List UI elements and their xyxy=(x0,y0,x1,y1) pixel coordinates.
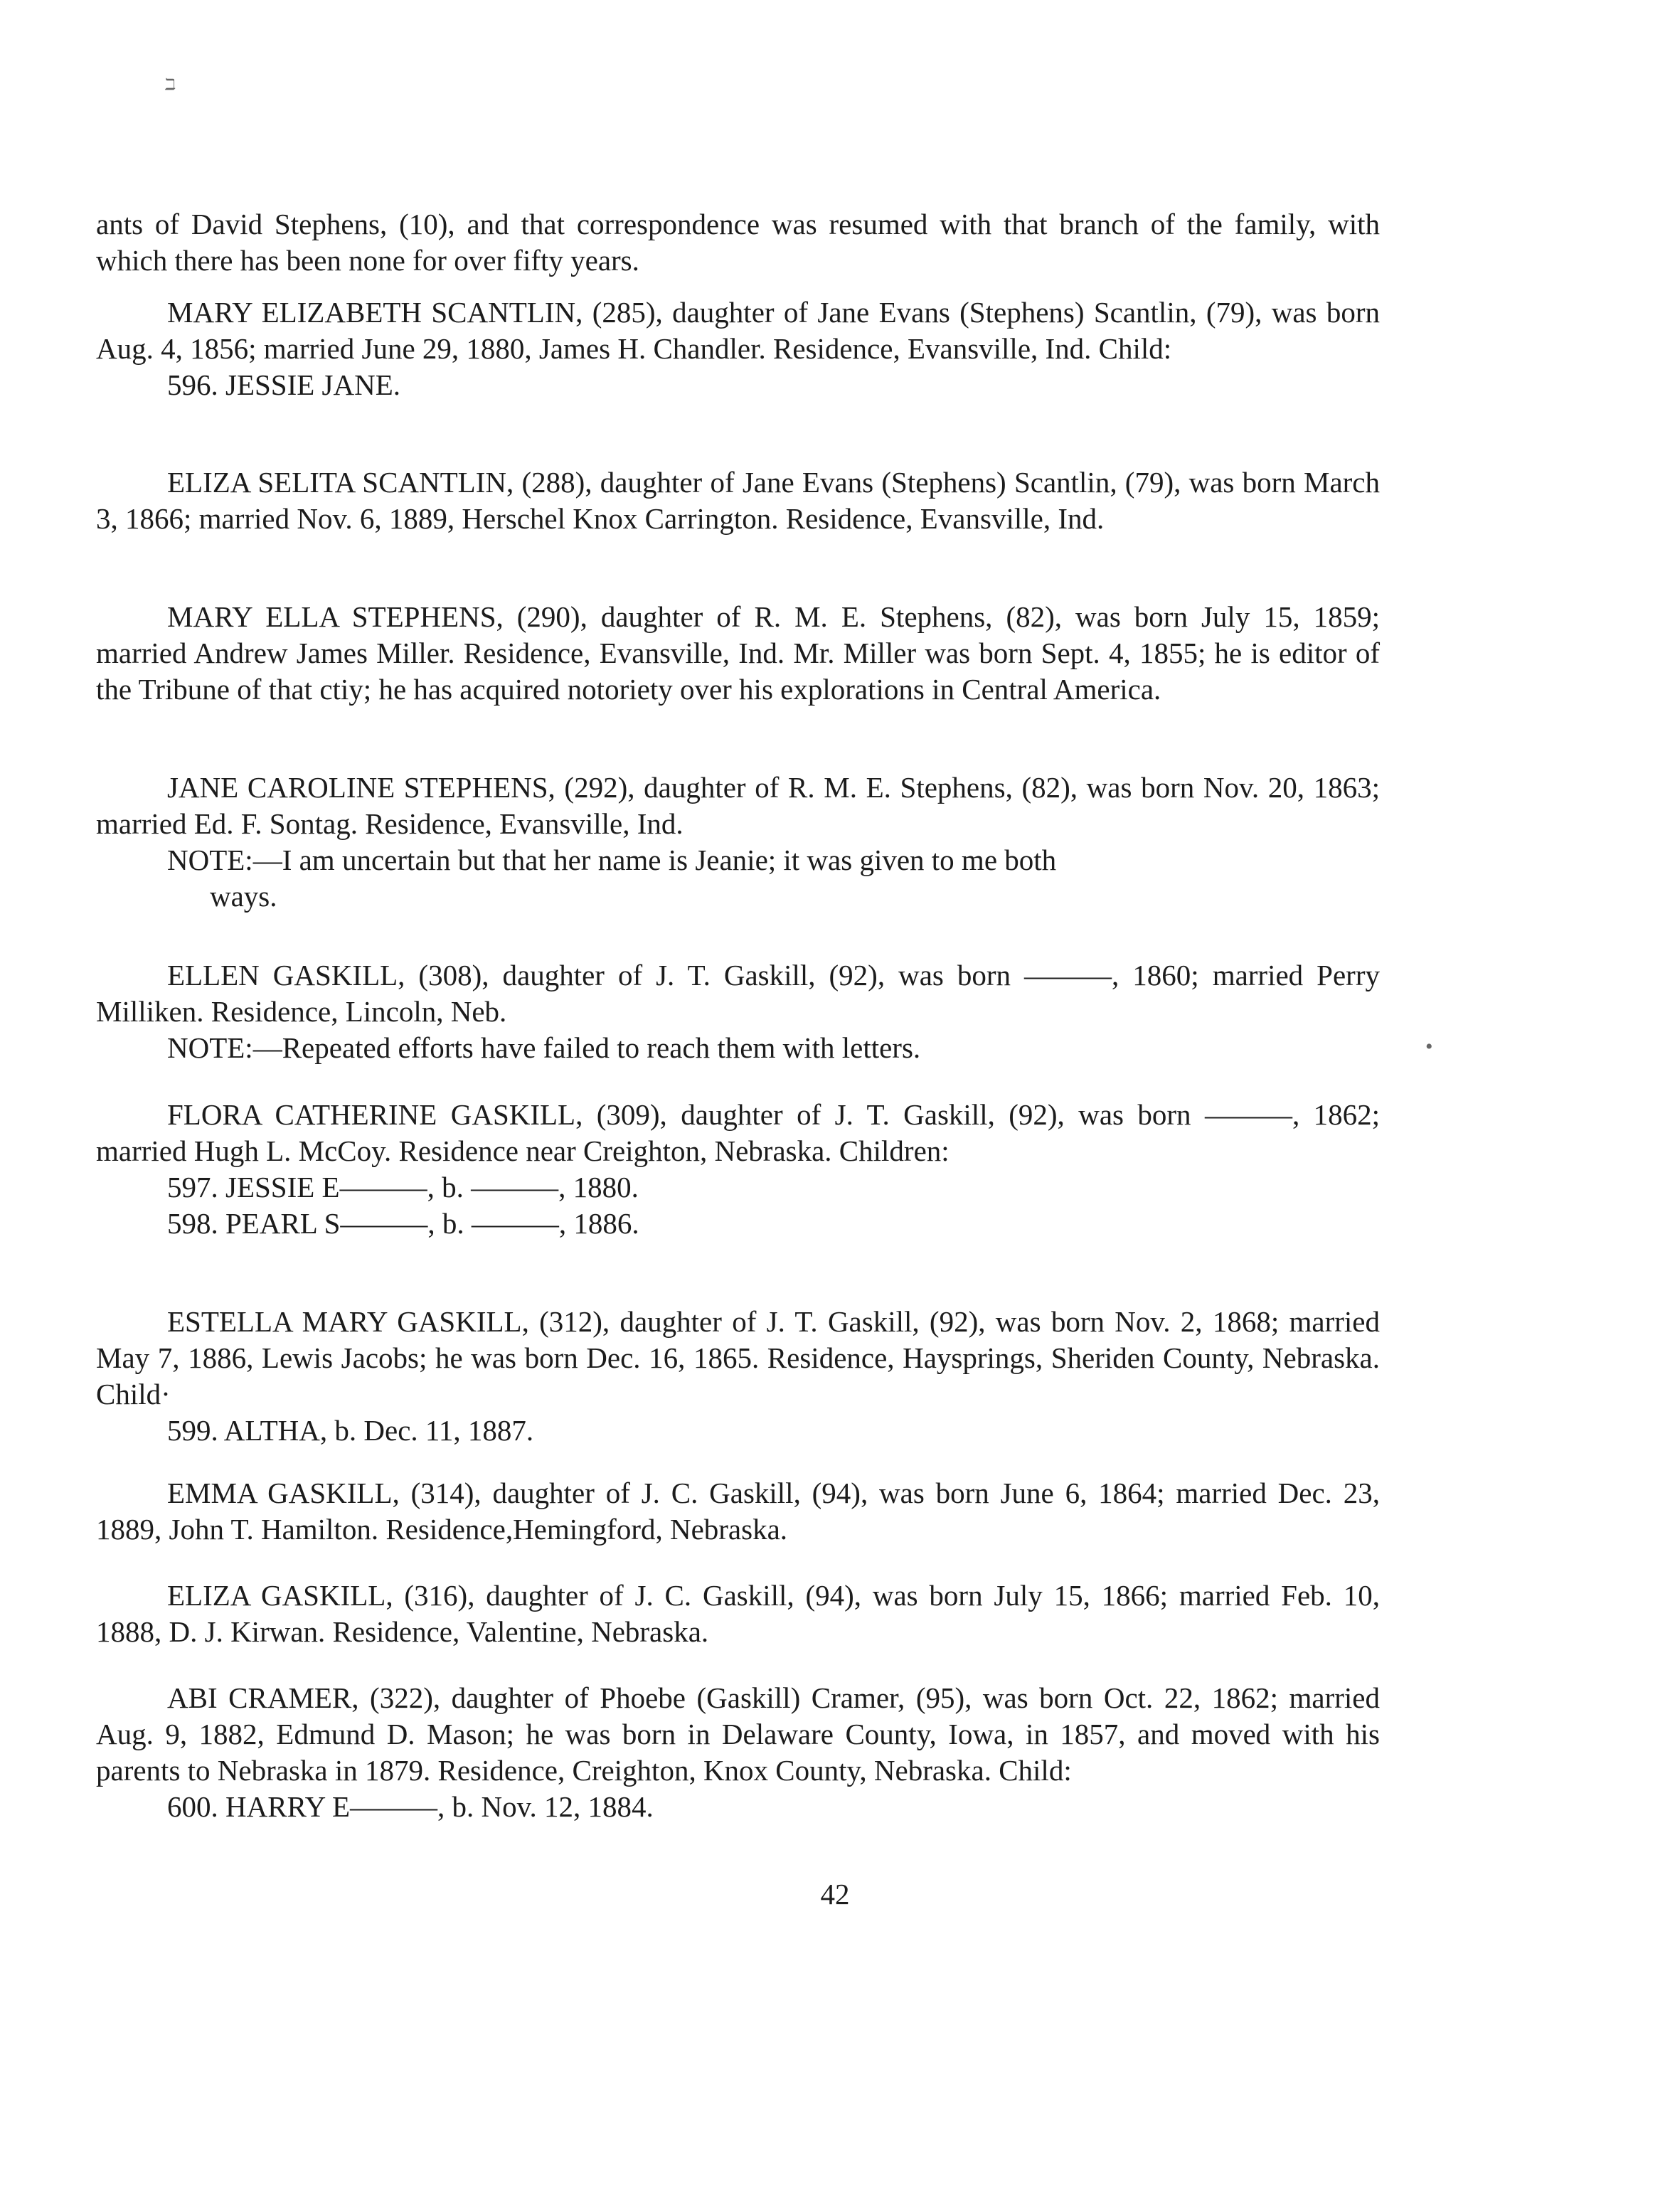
entry-309 xyxy=(96,1097,1380,1242)
page-number: 42 xyxy=(820,1878,850,1910)
entry-288 xyxy=(96,464,1380,537)
child-599: 599. ALTHA, b. Dec. 11, 1887. xyxy=(167,1414,534,1447)
stray-dot: • xyxy=(1425,1035,1433,1058)
entry-290 xyxy=(96,599,1380,708)
entry-text: ELIZA GASKILL, (316), daughter of J. C. Gaskill, (94), was born July 15, 1866; married Feb. 10, 1888, D. J. Kirwan. Residence, Valentine, Nebraska. xyxy=(96,1579,1380,1648)
note-text: NOTE:—Repeated efforts have failed to reach them with letters. xyxy=(167,1031,921,1064)
child-600: 600. HARRY E———, b. Nov. 12, 1884. xyxy=(167,1790,654,1823)
entry-text: ESTELLA MARY GASKILL, (312), daughter of J. T. Gaskill, (92), was born Nov. 2, 1868; married May 7, 1886, Lewis Jacobs; he was born Dec. 16, 1865. Residence, Haysprings, Sheriden County, Nebraska. Child· xyxy=(96,1305,1380,1410)
entry-text: ELIZA SELITA SCANTLIN, (288), daughter of Jane Evans (Stephens) Scantlin, (79), was born March 3, 1866; married Nov. 6, 1889, Herschel Knox Carrington. Residence, Evansville, Ind. xyxy=(96,466,1380,535)
entry-308 xyxy=(96,957,1380,1066)
entry-312 xyxy=(96,1304,1380,1449)
child-597: 597. JESSIE E———, b. ———, 1880. xyxy=(167,1171,639,1203)
entry-292 xyxy=(96,770,1380,915)
entry-316 xyxy=(96,1578,1380,1650)
intro-text: ants of David Stephens, (10), and that correspondence was resumed with that branch of the family, with which there has been none for over fifty years. xyxy=(96,208,1380,277)
note-text: NOTE:—I am uncertain but that her name is Jeanie; it was given to me both xyxy=(167,844,1057,876)
entry-text: FLORA CATHERINE GASKILL, (309), daughter of J. T. Gaskill, (92), was born ———, 1862; married Hugh L. McCoy. Residence near Creighton, Nebraska. Children: xyxy=(96,1098,1380,1167)
entry-text: EMMA GASKILL, (314), daughter of J. C. Gaskill, (94), was born June 6, 1864; married Dec. 23, 1889, John T. Hamilton. Residence,Hemingford, Nebraska. xyxy=(96,1477,1380,1546)
child-598: 598. PEARL S———, b. ———, 1886. xyxy=(167,1207,639,1240)
stray-mark: ℶ xyxy=(165,75,176,93)
child-596: 596. JESSIE JANE. xyxy=(167,368,401,401)
entry-322 xyxy=(96,1680,1380,1825)
entry-314 xyxy=(96,1475,1380,1548)
entry-text: JANE CAROLINE STEPHENS, (292), daughter of R. M. E. Stephens, (82), was born Nov. 20, 1863; married Ed. F. Sontag. Residence, Evansville, Ind. xyxy=(96,771,1380,840)
entry-text: ABI CRAMER, (322), daughter of Phoebe (Gaskill) Cramer, (95), was born Oct. 22, 1862; married Aug. 9, 1882, Edmund D. Mason; he was born in Delaware County, Iowa, in 1857, and moved with his parents to Nebraska in 1879. Residence, Creighton, Knox County, Nebraska. Child: xyxy=(96,1681,1380,1787)
entry-text: ELLEN GASKILL, (308), daughter of J. T. Gaskill, (92), was born ———, 1860; married Perry Milliken. Residence, Lincoln, Neb. xyxy=(96,959,1380,1028)
intro-block xyxy=(96,206,1380,279)
entry-text: MARY ELIZABETH SCANTLIN, (285), daughter of Jane Evans (Stephens) Scantlin, (79), was born Aug. 4, 1856; married June 29, 1880, James H. Chandler. Residence, Evansville, Ind. Child: xyxy=(96,296,1380,365)
entry-285 xyxy=(96,294,1380,403)
entry-text: MARY ELLA STEPHENS, (290), daughter of R. M. E. Stephens, (82), was born July 15, 1859; married Andrew James Miller. Residence, Evansville, Ind. Mr. Miller was born Sept. 4, 1855; he is editor of the Tribune of that ctiy; he has acquired notoriety over his explorations in Central America. xyxy=(96,600,1380,706)
note-continuation: ways. xyxy=(210,880,277,913)
